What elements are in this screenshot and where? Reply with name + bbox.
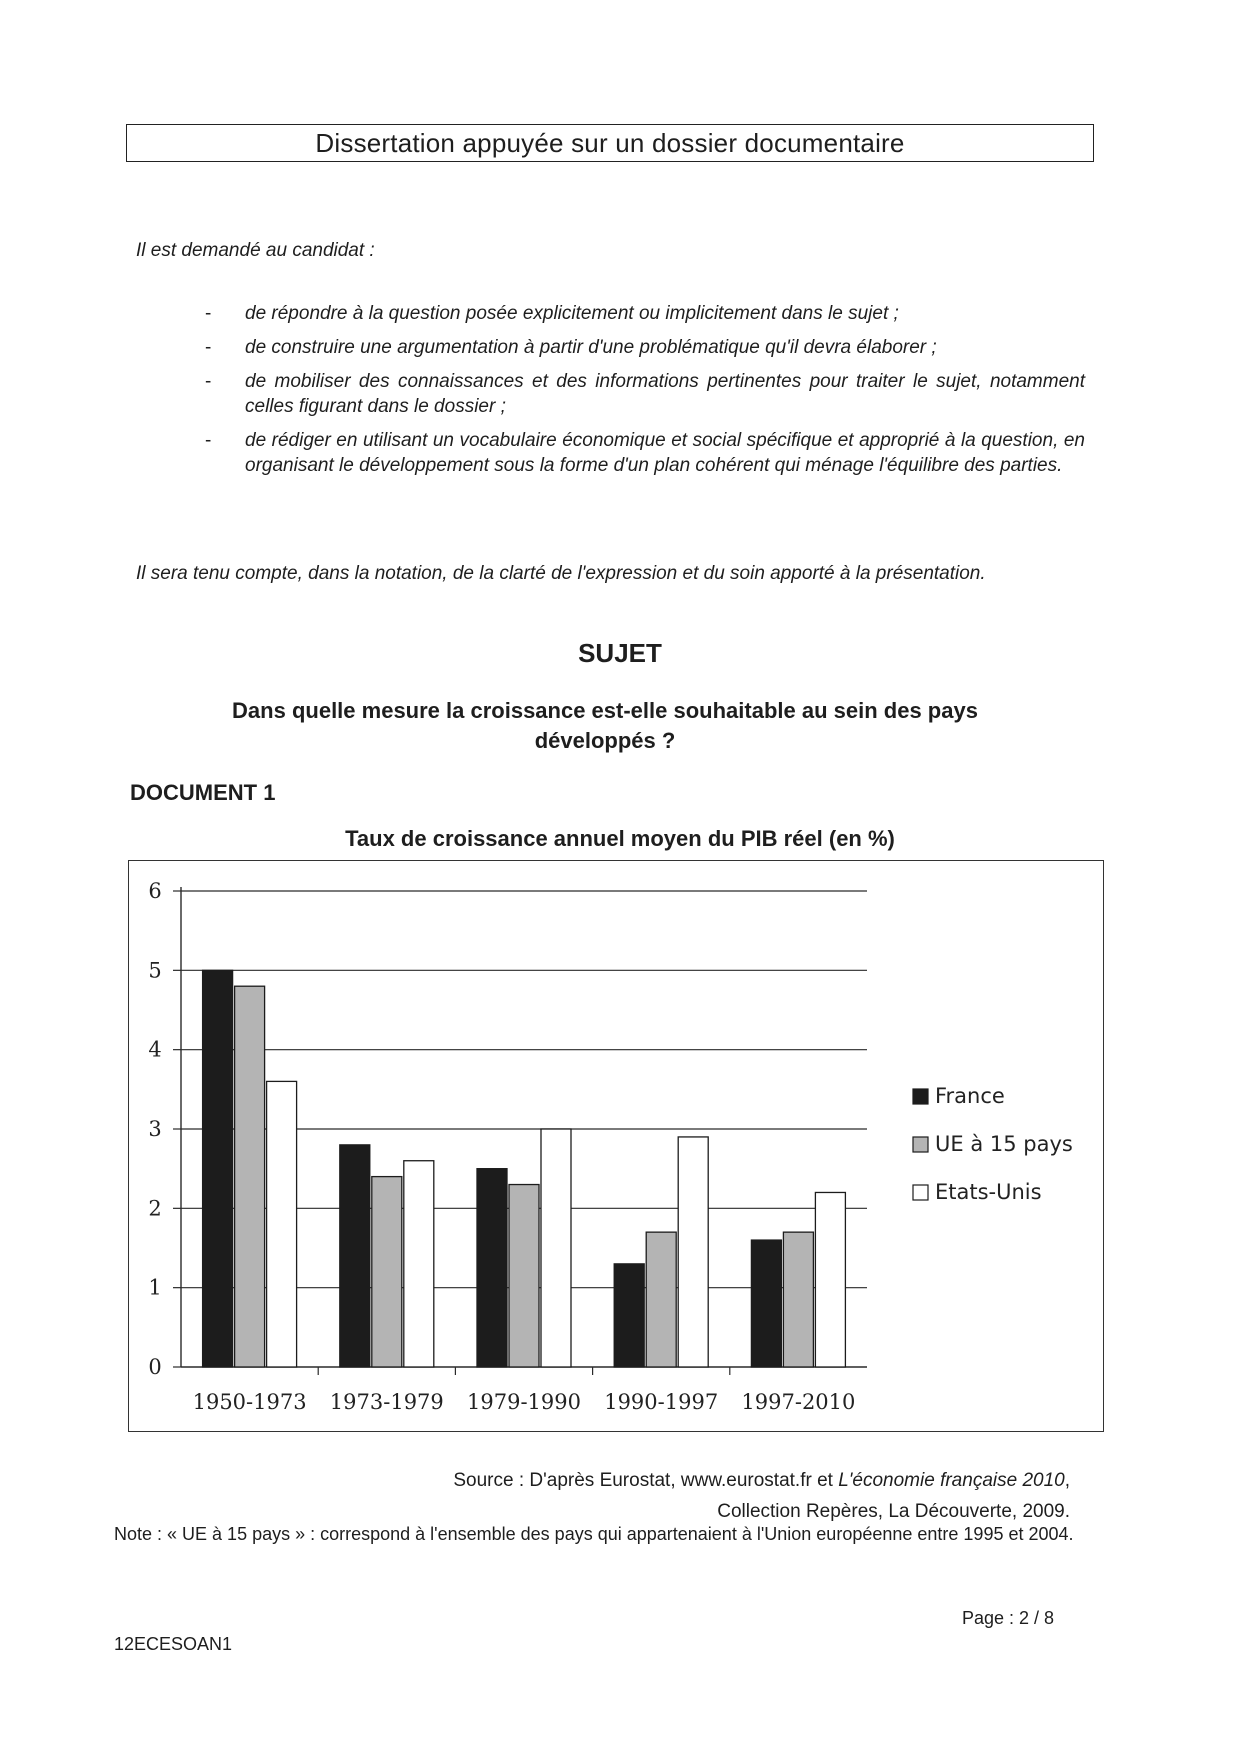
y-tick-label: 3	[148, 1117, 162, 1141]
list-dash: -	[205, 430, 212, 451]
sujet-question: Dans quelle mesure la croissance est-elle souhaitable au sein des pays développés ?	[232, 698, 978, 753]
source-citation	[453, 1465, 1070, 1527]
page-title: Dissertation appuyée sur un dossier documentaire	[315, 127, 905, 158]
source-book: L'économie française 2010	[838, 1470, 1065, 1491]
footnote: Note : « UE à 15 pays » : correspond à l'ensemble des pays qui appartenaient à l'Union européenne entre 1995 et 2004.	[114, 1524, 1074, 1544]
y-tick-label: 0	[148, 1355, 162, 1379]
page-title-box	[126, 124, 1094, 162]
legend-swatch-ue-15-pays	[913, 1137, 928, 1152]
sujet-heading: SUJET	[578, 638, 662, 668]
intro-text: Il est demandé au candidat :	[136, 240, 375, 261]
source-prefix: Source : D'après Eurostat, www.eurostat.fr et	[453, 1470, 839, 1491]
list-dash: -	[205, 303, 212, 324]
instruction-text: de rédiger en utilisant un vocabulaire économique et social spécifique et approprié à la question, en organisant le développement sous la forme d'un plan cohérent qui ménage l'équilibre des parties.	[245, 430, 1085, 476]
y-tick-label: 6	[148, 879, 162, 903]
bar-france-1997-2010	[751, 1240, 781, 1367]
bar-france-1950-1973	[203, 970, 233, 1367]
bar-etats-unis-1990-1997	[678, 1137, 708, 1367]
chart-frame	[128, 860, 1104, 1432]
document-code: 12ECESOAN1	[114, 1634, 233, 1654]
x-tick-label: 1997-2010	[741, 1390, 856, 1414]
instruction-item	[205, 335, 1085, 360]
bar-ue-15-pays-1979-1990	[509, 1185, 539, 1367]
instruction-item	[205, 428, 1085, 478]
instruction-item	[205, 301, 1085, 326]
source-suffix: ,	[1064, 1470, 1070, 1491]
y-tick-label: 5	[148, 958, 162, 983]
chart-title: Taux de croissance annuel moyen du PIB réel (en %)	[345, 826, 895, 851]
document-label: DOCUMENT 1	[130, 780, 276, 805]
legend-label: Etats-Unis	[935, 1180, 1042, 1204]
presentation-note: Il sera tenu compte, dans la notation, de la clarté de l'expression et du soin apporté à la présentation.	[136, 563, 986, 584]
source-line-1	[453, 1465, 1070, 1496]
x-tick-label: 1979-1990	[467, 1390, 581, 1414]
y-tick-label: 4	[148, 1037, 162, 1062]
bar-etats-unis-1973-1979	[404, 1161, 434, 1367]
instruction-text: de construire une argumentation à partir d'une problématique qu'il devra élaborer ;	[245, 337, 937, 358]
y-tick-label: 2	[148, 1196, 162, 1221]
legend-swatch-france	[913, 1089, 928, 1104]
instruction-text: de mobiliser des connaissances et des informations pertinentes pour traiter le sujet, notamment celles figurant dans le dossier ;	[245, 371, 1085, 417]
bar-france-1990-1997	[614, 1264, 644, 1367]
bar-france-1979-1990	[477, 1169, 507, 1367]
page-number: Page : 2 / 8	[962, 1608, 1055, 1628]
y-tick-label: 1	[148, 1275, 162, 1300]
bar-chart	[129, 861, 1105, 1433]
x-tick-label: 1990-1997	[604, 1390, 719, 1414]
instruction-item	[205, 369, 1085, 419]
x-tick-label: 1950-1973	[192, 1390, 307, 1414]
bar-france-1973-1979	[340, 1145, 370, 1367]
list-dash: -	[205, 337, 212, 358]
bar-ue-15-pays-1950-1973	[235, 986, 265, 1367]
instructions-list	[205, 301, 1085, 487]
instruction-text: de répondre à la question posée explicitement ou implicitement dans le sujet ;	[245, 303, 899, 324]
x-tick-label: 1973-1979	[329, 1390, 444, 1414]
source-line-2: Collection Repères, La Découverte, 2009.	[717, 1501, 1070, 1522]
list-dash: -	[205, 371, 212, 392]
legend-swatch-etats-unis	[913, 1185, 928, 1200]
bar-ue-15-pays-1973-1979	[372, 1177, 402, 1367]
bar-ue-15-pays-1997-2010	[783, 1232, 813, 1367]
bar-etats-unis-1997-2010	[815, 1192, 845, 1367]
bar-etats-unis-1979-1990	[541, 1129, 571, 1367]
legend-label: France	[935, 1084, 1005, 1108]
bar-etats-unis-1950-1973	[267, 1081, 297, 1367]
bar-ue-15-pays-1990-1997	[646, 1232, 676, 1367]
legend-label: UE à 15 pays	[935, 1132, 1073, 1156]
